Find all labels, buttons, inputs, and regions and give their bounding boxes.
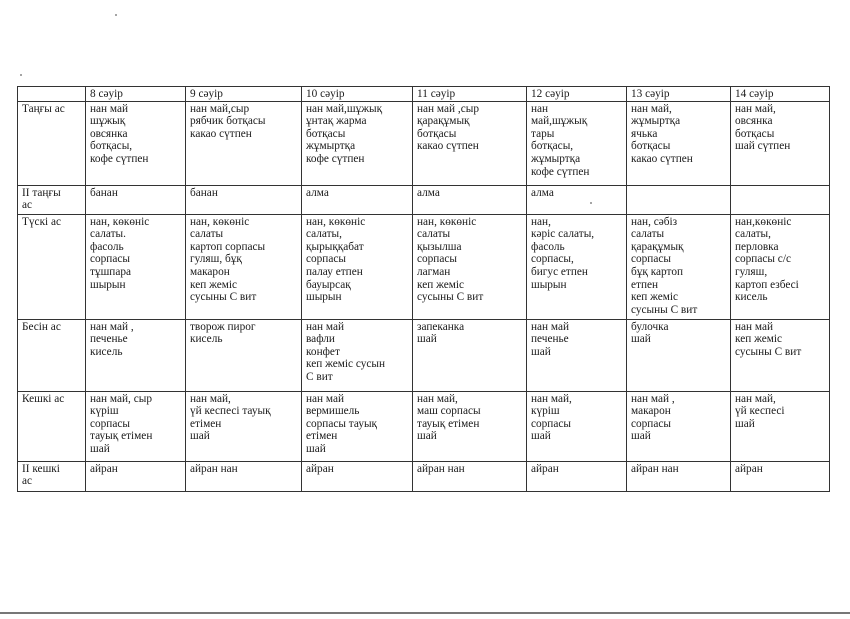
menu-cell: нан май кеп жеміс сусыны С вит (731, 319, 830, 391)
menu-cell (731, 185, 830, 214)
day-header: 14 сәуір (731, 87, 830, 102)
meal-name: Кешкі ас (18, 391, 86, 461)
menu-cell: нан май, жұмыртқа ячька ботқасы какао сүтпен (627, 101, 731, 185)
table-row (18, 101, 830, 185)
day-header: 8 сәуір (86, 87, 186, 102)
table-row (18, 391, 830, 461)
menu-cell: творож пирог кисель (186, 319, 302, 391)
menu-cell: банан (86, 185, 186, 214)
meal-name: ІІ таңғы ас (18, 185, 86, 214)
menu-cell: банан (186, 185, 302, 214)
menu-cell: нан май, күріш сорпасы шай (527, 391, 627, 461)
menu-cell: булочка шай (627, 319, 731, 391)
menu-cell: нан, сәбіз салаты қарақұмық сорпасы бұқ картоп етпен кеп жеміс сусыны С вит (627, 214, 731, 319)
menu-cell: нан, көкөніс салаты картоп сорпасы гуляш, бұқ макарон кеп жеміс сусыны С вит (186, 214, 302, 319)
menu-cell: нан, көкөніс салаты, қырыққабат сорпасы палау етпен бауырсақ шырын (302, 214, 413, 319)
meal-name: Таңғы ас (18, 101, 86, 185)
menu-cell: нан май шұжық овсянка ботқасы, кофе сүтпен (86, 101, 186, 185)
table-row (18, 319, 830, 391)
meal-name: Түскі ас (18, 214, 86, 319)
menu-cell: айран нан (413, 461, 527, 491)
menu-cell: нан, көкөніс салаты. фасоль сорпасы тұшпара шырын (86, 214, 186, 319)
day-header: 11 сәуір (413, 87, 527, 102)
menu-cell: нан, кәріс салаты, фасоль сорпасы, бигус етпен шырын (527, 214, 627, 319)
menu-cell: нан май ,сыр қарақұмық ботқасы какао сүтпен (413, 101, 527, 185)
meal-name: ІІ кешкі ас (18, 461, 86, 491)
weekly-menu-table (17, 86, 830, 492)
menu-cell: нан,көкөніс салаты, перловка сорпасы с/с гуляш, картоп езбесі кисель (731, 214, 830, 319)
day-header: 13 сәуір (627, 87, 731, 102)
menu-cell: алма (413, 185, 527, 214)
scan-speck (115, 14, 117, 16)
menu-cell: нан май, маш сорпасы тауық етімен шай (413, 391, 527, 461)
menu-cell: нан май вермишель сорпасы тауық етімен шай (302, 391, 413, 461)
menu-cell: алма (527, 185, 627, 214)
menu-cell: нан май, үй кеспесі шай (731, 391, 830, 461)
menu-cell: айран (527, 461, 627, 491)
menu-cell (627, 185, 731, 214)
menu-cell: алма (302, 185, 413, 214)
menu-cell: айран нан (186, 461, 302, 491)
table-row (18, 461, 830, 491)
menu-cell: нан май , печенье кисель (86, 319, 186, 391)
table-header-row (18, 87, 830, 102)
corner-cell (18, 87, 86, 102)
menu-cell: запеканка шай (413, 319, 527, 391)
menu-cell: нан май,шұжық ұнтақ жарма ботқасы жұмыртқа кофе сүтпен (302, 101, 413, 185)
day-header: 10 сәуір (302, 87, 413, 102)
meal-name: Бесін ас (18, 319, 86, 391)
menu-cell: нан май,сыр рябчик ботқасы какао сүтпен (186, 101, 302, 185)
menu-cell: айран нан (627, 461, 731, 491)
table-row (18, 185, 830, 214)
day-header: 9 сәуір (186, 87, 302, 102)
menu-cell: нан май печенье шай (527, 319, 627, 391)
menu-cell: нан, көкөніс салаты қызылша сорпасы лагман кеп жеміс сусыны С вит (413, 214, 527, 319)
table-row (18, 214, 830, 319)
day-header: 12 сәуір (527, 87, 627, 102)
menu-cell: айран (731, 461, 830, 491)
menu-cell: нан май, үй кеспесі тауық етімен шай (186, 391, 302, 461)
menu-cell: айран (302, 461, 413, 491)
menu-cell: нан май, сыр күріш сорпасы тауық етімен шай (86, 391, 186, 461)
menu-cell: айран (86, 461, 186, 491)
scan-edge-line (0, 612, 850, 614)
menu-cell: нан май вафли конфет кеп жеміс сусын С вит (302, 319, 413, 391)
menu-cell: нан май,шұжық тары ботқасы, жұмыртқа кофе сүтпен (527, 101, 627, 185)
menu-cell: нан май, овсянка ботқасы шай сүтпен (731, 101, 830, 185)
menu-cell: нан май , макарон сорпасы шай (627, 391, 731, 461)
scan-speck (20, 74, 22, 76)
